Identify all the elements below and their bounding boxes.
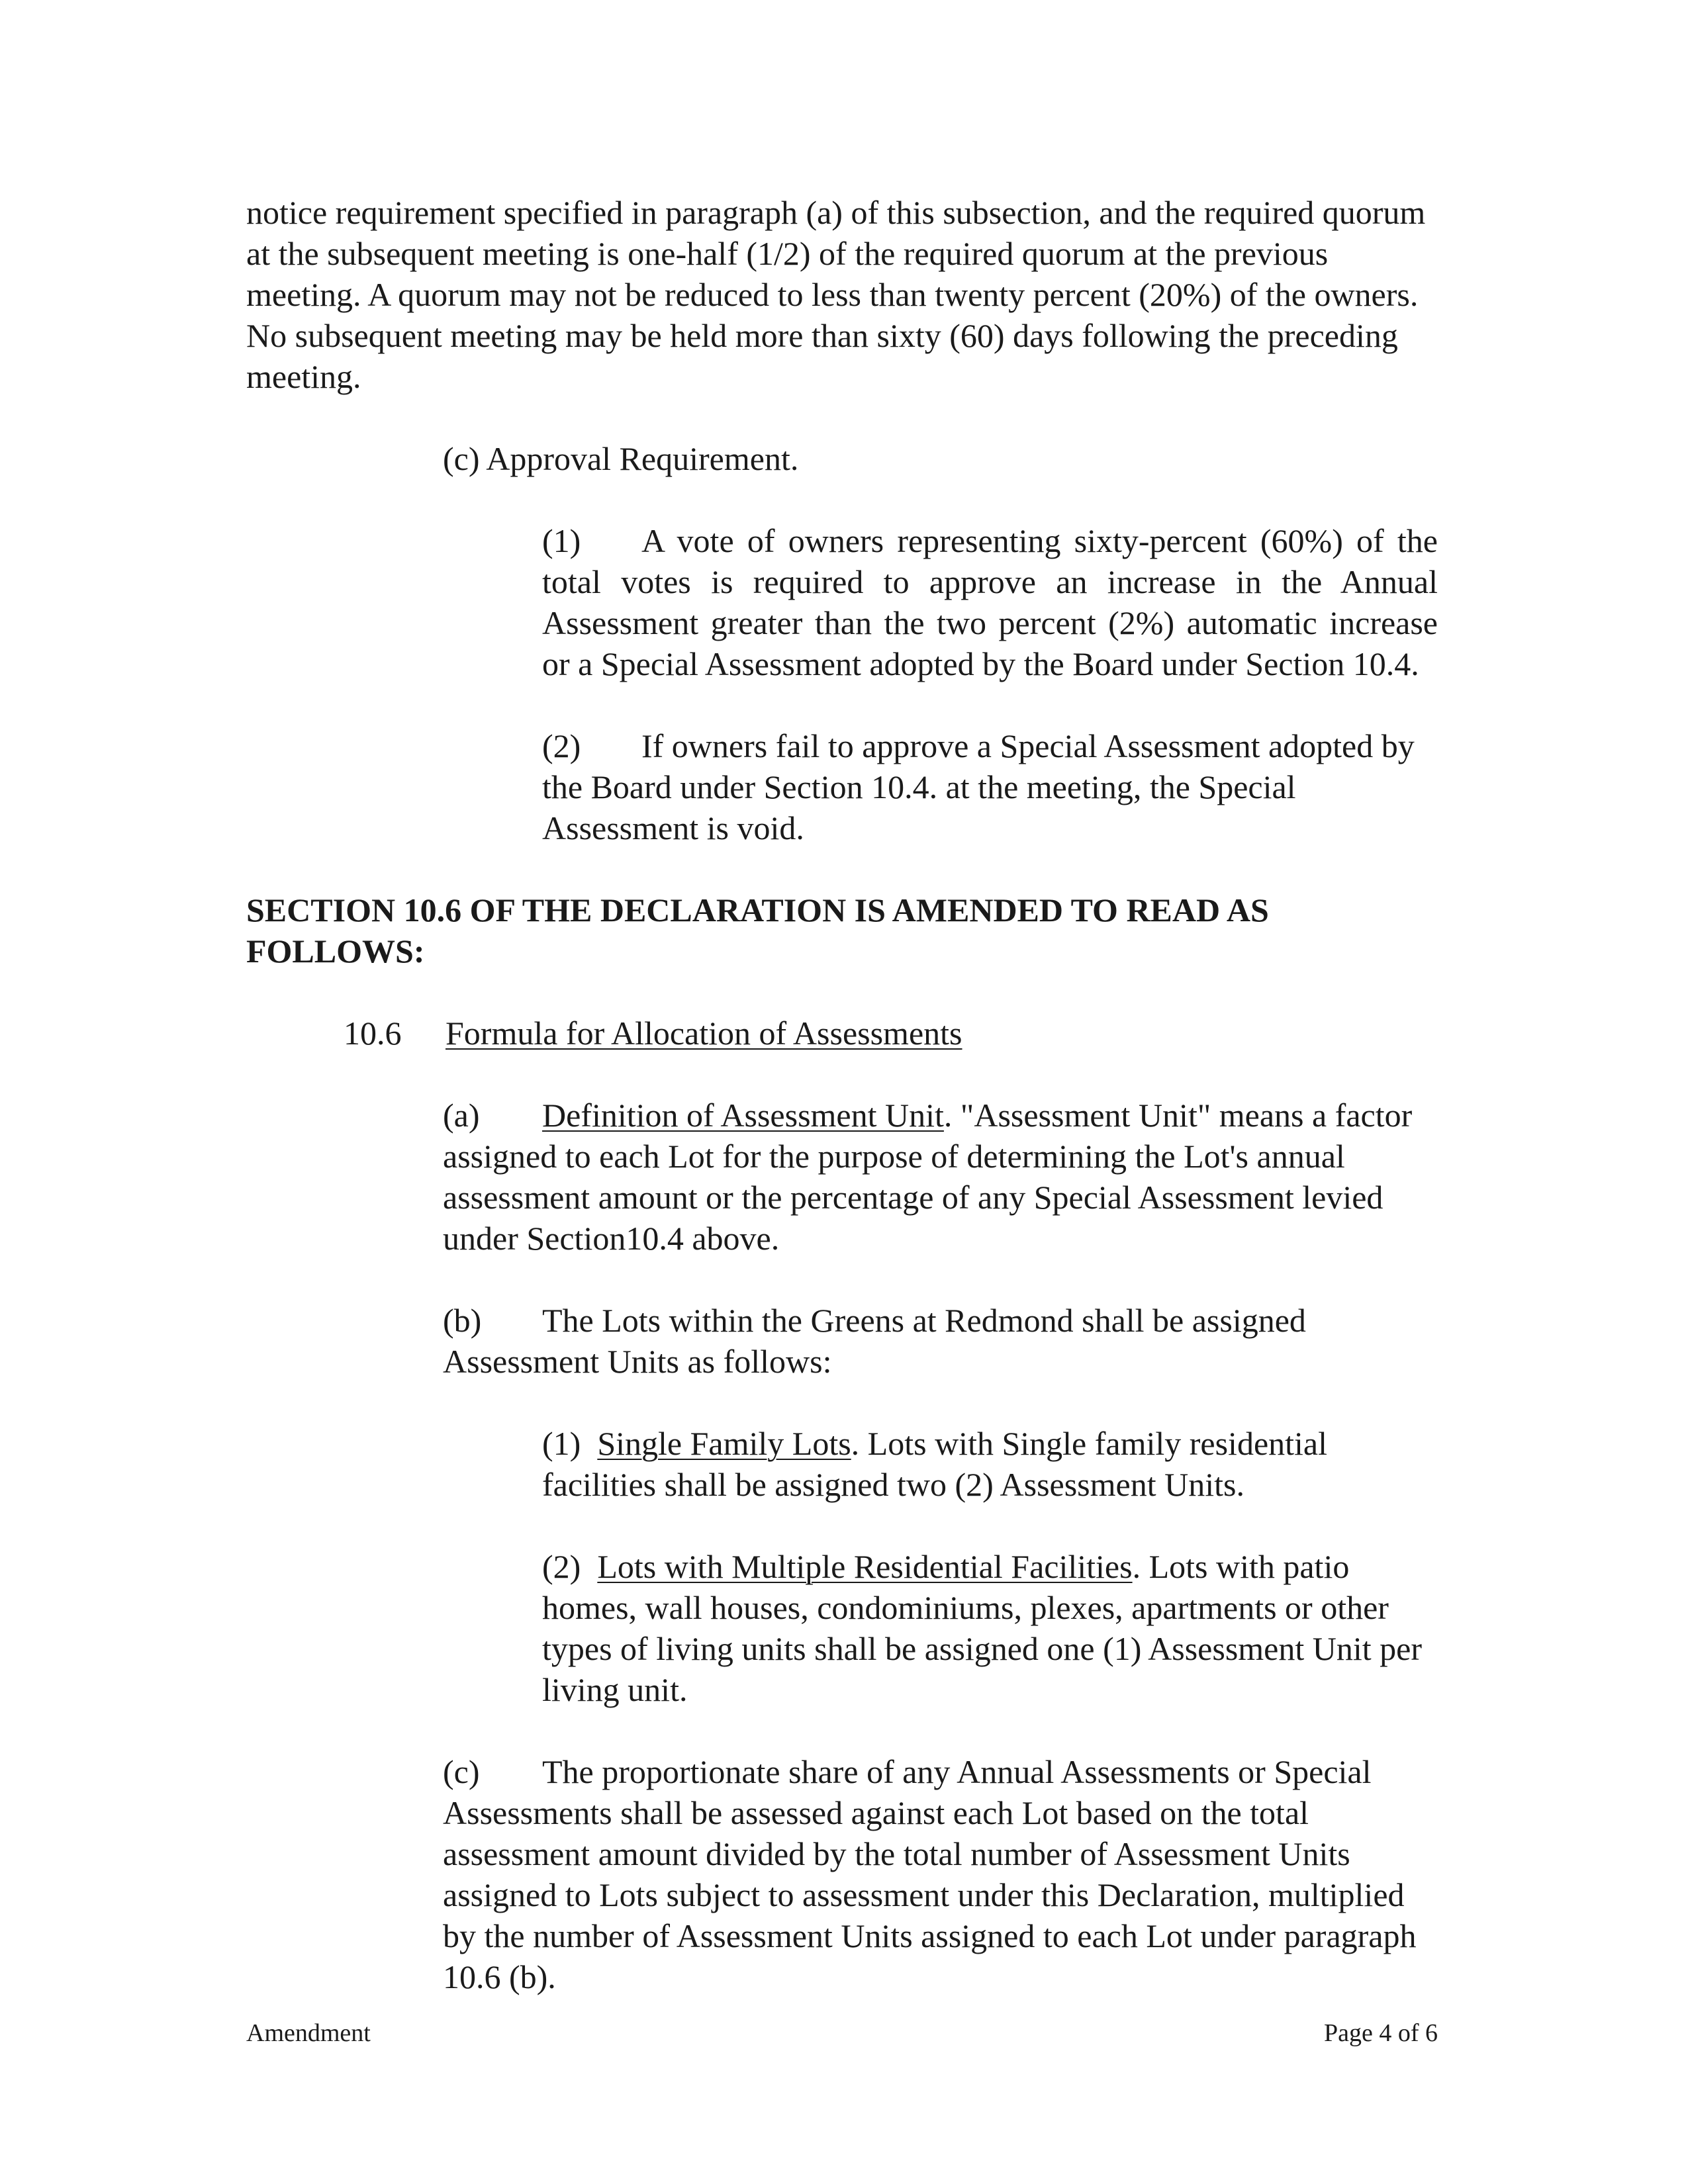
b2-number: (2) (542, 1548, 581, 1585)
b-text: The Lots within the Greens at Redmond shall be assigned Assessment Units as follows: (443, 1302, 1306, 1380)
paragraph-a (246, 1095, 1438, 1259)
footer-label: Amendment (246, 2019, 371, 2047)
document-page (246, 192, 1438, 1997)
c1-text: A vote of owners representing sixty-percent (60%) of the total votes is required to approve an increase in the Annual Assessment greater than the two percent (2%) automatic increase or a Special Assessment adopted by the Board under Section 10.4. (542, 522, 1438, 682)
a-text: . "Assessment Unit" means a factor assigned to each Lot for the purpose of determining the Lot's annual assessment amount or the percentage of any Special Assessment levied under Section10.4 above. (443, 1097, 1413, 1257)
paragraph-c1 (246, 520, 1438, 684)
b2-title: Lots with Multiple Residential Facilities (597, 1548, 1133, 1585)
section-10-6-title (246, 1013, 1438, 1054)
c1-number: (1) (542, 522, 581, 559)
page-footer (246, 2019, 1438, 2048)
a-number: (a) (443, 1097, 480, 1134)
paragraph-b (246, 1300, 1438, 1382)
section-number: 10.6 (344, 1015, 402, 1052)
cc-number: (c) (443, 1753, 480, 1790)
b1-number: (1) (542, 1425, 581, 1462)
paragraph-c2 (246, 725, 1438, 848)
paragraph-b2 (246, 1546, 1438, 1710)
approval-requirement-heading: (c) Approval Requirement. (443, 440, 799, 477)
paragraph-b1 (246, 1423, 1438, 1505)
paragraph-c-proportionate (246, 1751, 1438, 1997)
section-heading: SECTION 10.6 OF THE DECLARATION IS AMENDED TO READ AS FOLLOWS: (246, 891, 1269, 970)
b2-text: . Lots with patio homes, wall houses, condominiums, plexes, apartments or other types of living units shall be assigned one (1) Assessment Unit per living unit. (542, 1548, 1423, 1708)
a-title: Definition of Assessment Unit (542, 1097, 944, 1134)
c2-number: (2) (542, 727, 581, 764)
b1-text: . Lots with Single family residential facilities shall be assigned two (2) Assessment Units. (542, 1425, 1328, 1503)
c2-text: If owners fail to approve a Special Assessment adopted by the Board under Section 10.4. at the meeting, the Special Assessment is void. (542, 727, 1415, 846)
cc-text: The proportionate share of any Annual Assessments or Special Assessments shall be assessed against each Lot based on the total assessment amount divided by the total number of Assessment Units assigned to Lots subject to assessment under this Declaration, multiplied by the number of Assessment Units assigned to each Lot under paragraph 10.6 (b). (443, 1753, 1417, 1995)
b1-title: Single Family Lots (597, 1425, 851, 1462)
page-number: Page 4 of 6 (1323, 2019, 1438, 2047)
section-title: Formula for Allocation of Assessments (445, 1015, 962, 1052)
paragraph-quorum: notice requirement specified in paragraph (a) of this subsection, and the required quorum at the subsequent meeting is one-half (1/2) of the required quorum at the previous meeting. A quorum may not be reduced to less than twenty percent (20%) of the owners. No subsequent meeting may be held more than sixty (60) days following the preceding meeting. (246, 194, 1426, 395)
b-number: (b) (443, 1302, 482, 1339)
